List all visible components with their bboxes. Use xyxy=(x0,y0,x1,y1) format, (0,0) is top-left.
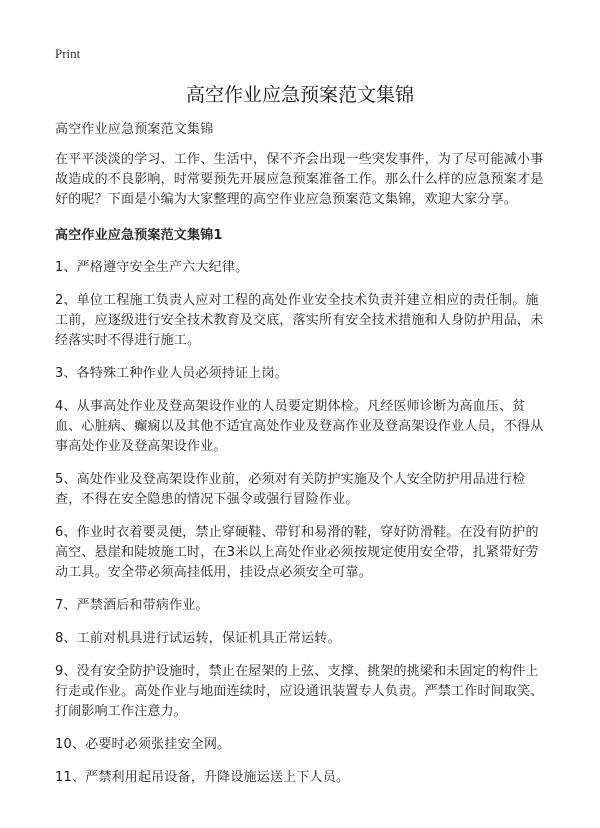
list-item: 11、严禁利用起吊设备，升降设施运送上下人员。 xyxy=(55,770,350,785)
list-item: 5、高处作业及登高架设作业前，必须对有关防护实施及个人安全防护用品进行检查，不得在安全隐患的情况下强令或强行冒险作业。 xyxy=(55,472,526,507)
list-item: 7、严禁酒后和带病作业。 xyxy=(55,598,209,613)
list-item: 6、作业时衣着要灵便，禁止穿硬鞋、带钉和易滑的鞋，穿好防滑鞋。在没有防护的高空、悬崖和陡坡施工时，在3米以上高处作业必须按规定使用安全带，扎紧带好劳动工具。安全带必须高挂低用，挂设点必须安全可靠。 xyxy=(55,525,539,580)
list-item: 8、工前对机具进行试运转，保证机具正常运转。 xyxy=(55,631,341,646)
list-item: 9、没有安全防护设施时，禁止在屋架的上弦、支撑、挑架的挑梁和未固定的构件上行走或作业。高处作业与地面连续时，应设通讯装置专人负责。严禁工作时间取笑、打闹影响工作注意力。 xyxy=(55,664,544,719)
list-item: 2、单位工程施工负责人应对工程的高处作业安全技术负责并建立相应的责任制。施工前，应逐级进行安全技术教育及交底，落实所有安全技术措施和人身防护用品，未经落实时不得进行施工。 xyxy=(55,293,544,348)
section-heading: 高空作业应急预案范文集锦1 xyxy=(55,228,223,243)
list-item: 1、严格遵守安全生产六大纪律。 xyxy=(55,260,249,275)
document-subtitle: 高空作业应急预案范文集锦 xyxy=(55,122,214,137)
intro-paragraph: 在平平淡淡的学习、工作、生活中，保不齐会出现一些突发事件，为了尽可能减小事故造成的不良影响，时常要预先开展应急预案准备工作。那么什么样的应急预案才是好的呢？下面是小编为大家整理的高空作业应急预案范文集锦，欢迎大家分享。 xyxy=(55,152,544,207)
print-link[interactable]: Print xyxy=(55,46,81,61)
list-item: 3、各特殊工种作业人员必须持证上岗。 xyxy=(55,366,288,381)
list-item: 4、从事高处作业及登高架设作业的人员要定期体检。凡经医师诊断为高血压、贫血、心脏病、癫痫以及其他不适宜高处作业及登高作业及登高架设作业人员，不得从事高处作业及登高架设作业。 xyxy=(55,399,544,454)
list-item: 10、必要时必须张挂安全网。 xyxy=(55,737,231,752)
document-body xyxy=(55,120,550,801)
page-title: 高空作业应急预案范文集锦 xyxy=(185,84,414,106)
